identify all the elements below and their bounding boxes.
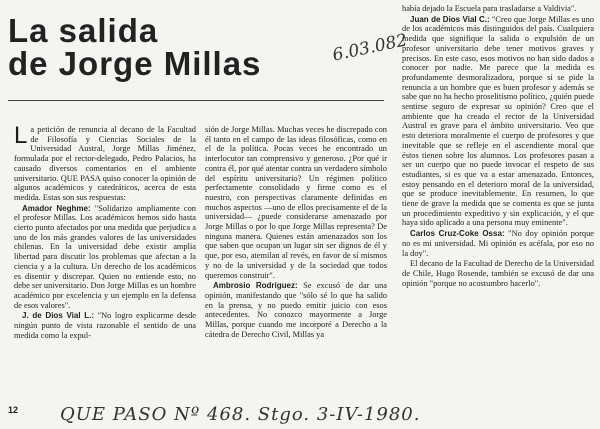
headline-line-1: La salida: [8, 12, 159, 49]
neghme-quote: "Solidarizo ampliamente con el profesor Millas. Los académicos hemos sido hasta cierto punto afectados por una medida que perjudica a uno de los más grandes valores de las universidades chilenas. En la universidad debe existir amplia libertad para discutir los problemas que afectan a la ciencia y a la cultura. Un derecho de los académicos es disentir y discrepar. Quien no entiende esto, no debe ser universitario. Don Jorge Millas es un hombre académico por excelencia y un ejemplo en la defensa de esos valores".: [14, 203, 196, 310]
cruz-paragraph: [402, 229, 594, 258]
rodriguez-paragraph: [205, 281, 387, 339]
article-headline: [8, 14, 338, 80]
speaker-vial-l: J. de Dios Vial L.:: [22, 311, 95, 321]
rodriguez-quote: Se excusó de dar una opinión, manifestando que "sólo sé lo que ha salido en la prensa, y no puedo emitir juicio con esos antecedentes. No conozco mayormente a Jorge Millas, porque cuando me incorporé a Derecho a la cátedra de Derecho Civil, Millas ya: [205, 281, 387, 339]
intro-paragraph: [14, 125, 196, 203]
intro-text: a petición de renuncia al decano de la Facultad de Filosofía y Ciencias Sociales de la Universidad Austral, Jorge Millas Jiménez, formulada por el rector-delegado, Pedro Palacios, ha causado diversos comentarios en el ambiente universitario. QUE PASA quiso conocer la opinión de algunos académicos y catedráticos, acerca de esta medida. Estas son sus respuestas:: [14, 125, 196, 202]
text-column-2: [205, 125, 387, 400]
vial-l-quote: "No logro explicarme desde ningún punto de vista razonable el sentido de una medida como la expul-: [14, 311, 196, 340]
headline-line-2: de Jorge Millas: [8, 45, 262, 82]
speaker-rodriguez: Ambrosio Rodríguez:: [213, 281, 298, 291]
speaker-vial-c: Juan de Dios Vial C.:: [410, 14, 490, 24]
neghme-paragraph: [14, 204, 196, 311]
text-column-3: [402, 4, 594, 399]
vial-l-paragraph: [14, 311, 196, 340]
headline-divider: [8, 100, 384, 101]
speaker-neghme: Amador Neghme:: [22, 203, 91, 213]
vial-c-quote: "Creo que Jorge Millas es uno de los académicos más distinguidos del país. Cualquiera medida que signifique la salida o expulsión de un profesor universitario debe tener motivos graves y precisos. En este caso, esos motivos no han sido dados a conocer por nadie. Me parece que la medida es profundamente desmoralizadora, porque si se pide la renuncia a un hombre que es buen profesor y además se sabe que no ha hecho proselitismo político, ¿quién puede sentirse seguro de expresar su opinión? Creo que el ambiente que ha creado el rector de la Universidad Austral es grave para el ámbito universitario. Veo que esto deteriora moralmente el cuerpo de profesores y que inevitable que se refleje en el ascendiente moral que éstos tienen sobre los alumnos. Los profesores pasan a ser un cuerpo que no puede invocar el respeto de sus estudiantes, si es que va a estar amenazado. Entonces, estoy pensando en el deterioro moral de la universidad, que se produce inevitablemente. En resumen, lo que tiene de grave la medida que se comenta es que se junta un procedimiento expeditivo y sin explicación, y el que haya sido aplicado a una persona muy eminente".: [402, 14, 594, 228]
handwritten-date-note: 6.03.082: [330, 30, 409, 66]
speaker-cruz-coke: Carlos Cruz-Coke Ossa:: [410, 229, 505, 239]
text-column-1: [14, 125, 196, 390]
page-number: 12: [8, 405, 19, 415]
drop-cap: L: [14, 125, 28, 149]
col3-continuation: había dejado la Escuela para trasladarse a Valdivia".: [402, 4, 577, 13]
handwritten-source-note: QUE PASO Nº 468. Stgo. 3-IV-1980.: [60, 404, 421, 425]
vial-c-paragraph: [402, 15, 594, 228]
cruz-quote: "No doy opinión porque no es mi universidad. Mi opinión es acéfala, por eso no la doy".: [402, 229, 594, 258]
rosende-paragraph: El decano de la Facultad de Derecho de la Universidad de Chile, Hugo Rosende, también se excusó de dar una opinión "porque no acostumbro hacerlo".: [402, 259, 594, 288]
col2-continuation: sión de Jorge Millas. Muchas veces he discrepado con él tanto en el campo de las ideas filosóficas, como en el de la política. Pocas veces he encontrado un interlocutor tan comprensivo y generoso. ¿Por qué ir contra él, por qué atentar contra un verdadero símbolo del espíritu universitario? Un régimen político perfectamente consolidado y firme como es el nuestro, con perspectivas claramente definidas en muchos aspectos —uno de ellos precisamente el de la universidad— ¿puede considerarse amenazado por Jorge Millas o por lo que Jorge Millas representa? De ninguna manera. Quienes están amenazados son los que saben que ocupan un lugar sin ser dignos de él y que, por eso, atemilan al revés, en favor de sí mismos y no de la universidad y de la sociedad que todos queremos construir".: [205, 125, 387, 280]
